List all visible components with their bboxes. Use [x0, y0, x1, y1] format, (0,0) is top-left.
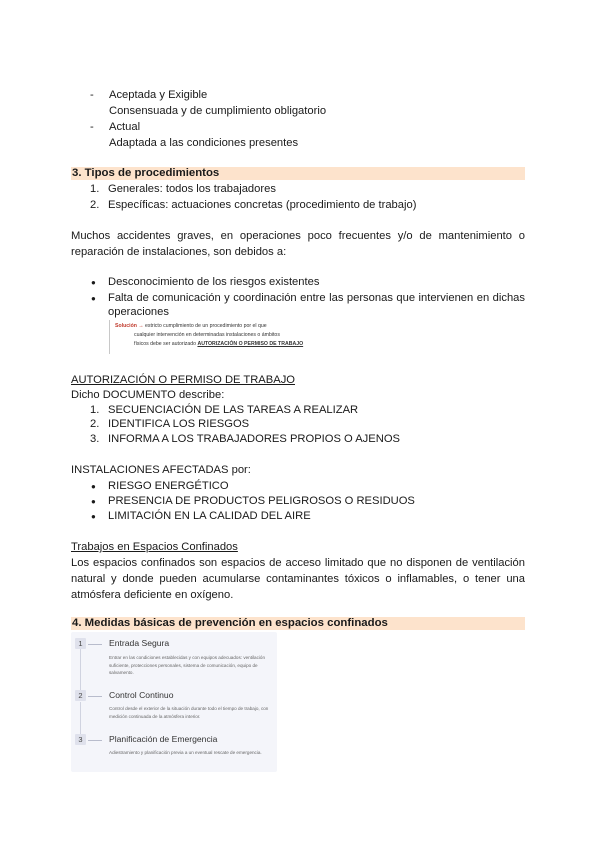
- step-number: 2: [75, 690, 86, 701]
- list-item-title: Aceptada y Exigible: [109, 89, 208, 101]
- bullet-item: PRESENCIA DE PRODUCTOS PELIGROSOS O RESIDUOS: [108, 495, 415, 507]
- bullet-item: LIMITACIÓN EN LA CALIDAD DEL AIRE: [108, 510, 311, 522]
- note-line: cualquier intervención en determinadas instalaciones o ámbitos: [134, 332, 280, 338]
- step-title: Planificación de Emergencia: [109, 734, 218, 744]
- list-number: 1.: [90, 404, 100, 416]
- confined-heading: Trabajos en Espacios Confinados: [71, 541, 238, 553]
- paragraph-line: Los espacios confinados son espacios de acceso limitado que no disponen de ventilación: [71, 557, 525, 569]
- list-item-desc: Consensuada y de cumplimiento obligatorio: [109, 105, 327, 117]
- section-title: 4. Medidas básicas de prevención en espacios confinados: [72, 617, 388, 629]
- steps-figure: [71, 632, 277, 772]
- step-rule: [88, 644, 102, 645]
- arrow-icon: →: [138, 323, 144, 329]
- bullet-icon: ●: [91, 512, 96, 521]
- step-title: Control Continuo: [109, 690, 174, 700]
- step-desc: Entrar en las condiciones establecidas y con equipos adecuados: ventilación suficiente, protecciones personales, sistema de comunicación, equipo de salvamento.: [109, 655, 266, 675]
- step-desc: Control desde el exterior de la situación durante todo el tiempo de trabajo, con medición continuada de la atmósfera interior.: [109, 706, 269, 719]
- step-number: 1: [75, 638, 86, 649]
- paragraph-line: reparación de instalaciones, son debidos a:: [71, 246, 287, 258]
- bullet-icon: ●: [91, 482, 96, 491]
- bullet-item-continuation: operaciones: [108, 306, 169, 318]
- step-rule: [88, 696, 102, 697]
- note-line: estricto cumplimiento de un procedimiento por el que: [145, 323, 267, 329]
- bullet-item: Falta de comunicación y coordinación entre las personas que intervienen en dichas: [108, 292, 525, 304]
- paragraph: [71, 555, 525, 603]
- paragraph-line: natural y donde pueden acumularse contaminantes tóxicos o inflamables, o tener una: [71, 573, 525, 585]
- solution-note: [109, 320, 333, 354]
- note-text: físicos debe ser autorizado: [134, 341, 198, 347]
- installations-heading: INSTALACIONES AFECTADAS por:: [71, 464, 251, 476]
- bullet-item: RIESGO ENERGÉTICO: [108, 480, 229, 492]
- section-title: 3. Tipos de procedimientos: [72, 167, 220, 179]
- list-dash: -: [90, 121, 94, 133]
- paragraph-line: Muchos accidentes graves, en operaciones poco frecuentes y/o de mantenimiento o: [71, 230, 525, 242]
- list-item: SECUENCIACIÓN DE LAS TAREAS A REALIZAR: [108, 404, 359, 416]
- paragraph-line: atmósfera deficiente en oxígeno.: [71, 589, 234, 601]
- list-dash: -: [90, 89, 94, 101]
- list-item-title: Actual: [109, 121, 141, 133]
- section-heading: [71, 167, 525, 180]
- bullet-item: Desconocimiento de los riesgos existentes: [108, 276, 320, 288]
- note-line: [134, 340, 303, 348]
- list-number: 2.: [90, 418, 100, 430]
- step-title: Entrada Segura: [109, 638, 170, 648]
- note-emphasis: AUTORIZACIÓN O PERMISO DE TRABAJO: [197, 341, 304, 347]
- paragraph: [71, 228, 525, 260]
- step-number: 3: [75, 734, 86, 745]
- list-number: 3.: [90, 433, 100, 445]
- step-connector: [80, 648, 81, 690]
- bullet-icon: ●: [91, 497, 96, 506]
- list-number: 2.: [90, 199, 100, 211]
- list-item: INFORMA A LOS TRABAJADORES PROPIOS O AJENOS: [108, 433, 400, 445]
- list-item: IDENTIFICA LOS RIESGOS: [108, 418, 250, 430]
- section-heading: [71, 617, 525, 630]
- step-desc: Adiestramiento y planificación previa a un eventual rescate de emergencia.: [109, 750, 262, 755]
- solution-label: Solución: [115, 323, 137, 329]
- bullet-icon: ●: [91, 294, 96, 303]
- permit-heading: AUTORIZACIÓN O PERMISO DE TRABAJO: [71, 374, 295, 386]
- permit-intro: Dicho DOCUMENTO describe:: [71, 389, 225, 401]
- list-item: Generales: todos los trabajadores: [108, 183, 276, 195]
- step-rule: [88, 740, 102, 741]
- list-item-desc: Adaptada a las condiciones presentes: [109, 137, 299, 149]
- list-number: 1.: [90, 183, 100, 195]
- list-item: Específicas: actuaciones concretas (procedimiento de trabajo): [108, 199, 417, 211]
- bullet-icon: ●: [91, 278, 96, 287]
